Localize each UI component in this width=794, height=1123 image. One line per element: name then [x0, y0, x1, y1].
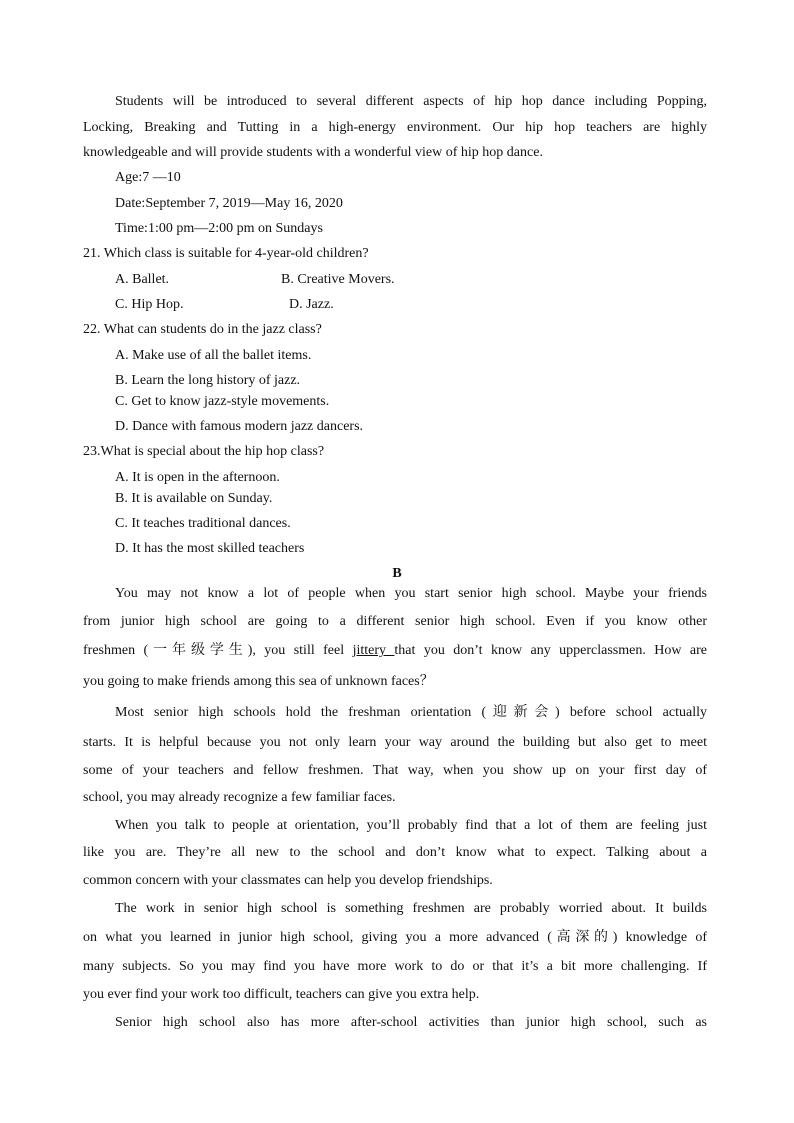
passage-b-p4-line-1: The work in senior high school is something freshmen are probably worried about. It builds	[115, 901, 707, 916]
passage-b-p5-line-1: Senior high school also has more after-school activities than junior high school, such as	[115, 1015, 707, 1030]
passage-b-p1-line-3	[83, 642, 707, 660]
passage-b-p2-line-1: Most senior high schools hold the freshman orientation (迎新会) before school actually	[115, 705, 707, 720]
passage-b-p4-line-3: many subjects. So you may find you have more work to do or that it’s a bit more challenging. If	[83, 959, 707, 974]
question-23-option-c: C. It teaches traditional dances.	[115, 516, 291, 531]
passage-b-p2-line-2: starts. It is helpful because you not only learn your way around the building but also get to meet	[83, 735, 707, 750]
passage-b-p2-line-4: school, you may already recognize a few familiar faces.	[83, 790, 396, 805]
question-22-option-c: C. Get to know jazz-style movements.	[115, 394, 330, 409]
passage-b-p1-line-3-after: that you don’t know any upperclassmen. How are	[394, 643, 708, 658]
hiphop-para-line-2: Locking, Breaking and Tutting in a high-energy environment. Our hip hop teachers are highly	[83, 120, 707, 135]
question-21-option-c: C. Hip Hop.	[115, 297, 184, 312]
passage-b-p3-line-3: common concern with your classmates can help you develop friendships.	[83, 873, 493, 888]
vocab-word-jittery: jittery	[352, 643, 395, 658]
hiphop-para-line-1: Students will be introduced to several different aspects of hip hop dance including Popping,	[115, 94, 707, 109]
question-21-option-a: A. Ballet.	[115, 272, 170, 287]
passage-b-p3-line-1: When you talk to people at orientation, you’ll probably find that a lot of them are feeling just	[115, 818, 707, 833]
passage-b-p4-line-2: on what you learned in junior high school, giving you a more advanced (高深的) knowledge of	[83, 930, 707, 945]
question-21-option-b: B. Creative Movers.	[281, 272, 395, 287]
passage-b-p4-line-4: you ever find your work too difficult, teachers can give you extra help.	[83, 987, 480, 1002]
question-21-option-d: D. Jazz.	[289, 297, 334, 312]
section-b-heading: B	[392, 566, 402, 581]
passage-b-p1-line-4: you going to make friends among this sea of unknown faces？	[83, 674, 434, 689]
passage-b-p1-line-2: from junior high school are going to a different senior high school. Even if you know other	[83, 614, 707, 629]
question-23-stem: 23.What is special about the hip hop class?	[83, 444, 325, 459]
hiphop-time: Time:1:00 pm—2:00 pm on Sundays	[115, 221, 323, 236]
passage-b-p1-line-3-before: freshmen (一年级学生), you still feel	[83, 643, 353, 658]
passage-b-p1-line-1: You may not know a lot of people when you start senior high school. Maybe your friends	[115, 586, 707, 601]
question-23-option-a: A. It is open in the afternoon.	[115, 470, 280, 485]
question-23-option-d: D. It has the most skilled teachers	[115, 541, 305, 556]
passage-b-p3-line-2: like you are. They’re all new to the school and don’t know what to expect. Talking about a	[83, 845, 707, 860]
question-22-option-a: A. Make use of all the ballet items.	[115, 348, 312, 363]
hiphop-date: Date:September 7, 2019—May 16, 2020	[115, 196, 343, 211]
question-23-option-b: B. It is available on Sunday.	[115, 491, 273, 506]
question-22-stem: 22. What can students do in the jazz class?	[83, 322, 322, 337]
hiphop-age: Age:7 —10	[115, 170, 181, 185]
hiphop-para-line-3: knowledgeable and will provide students with a wonderful view of hip hop dance.	[83, 145, 543, 160]
question-21-stem: 21. Which class is suitable for 4-year-old children?	[83, 246, 369, 261]
question-22-option-d: D. Dance with famous modern jazz dancers.	[115, 419, 364, 434]
question-22-option-b: B. Learn the long history of jazz.	[115, 373, 301, 388]
passage-b-p2-line-3: some of your teachers and fellow freshmen. That way, when you show up on your first day of	[83, 763, 707, 778]
